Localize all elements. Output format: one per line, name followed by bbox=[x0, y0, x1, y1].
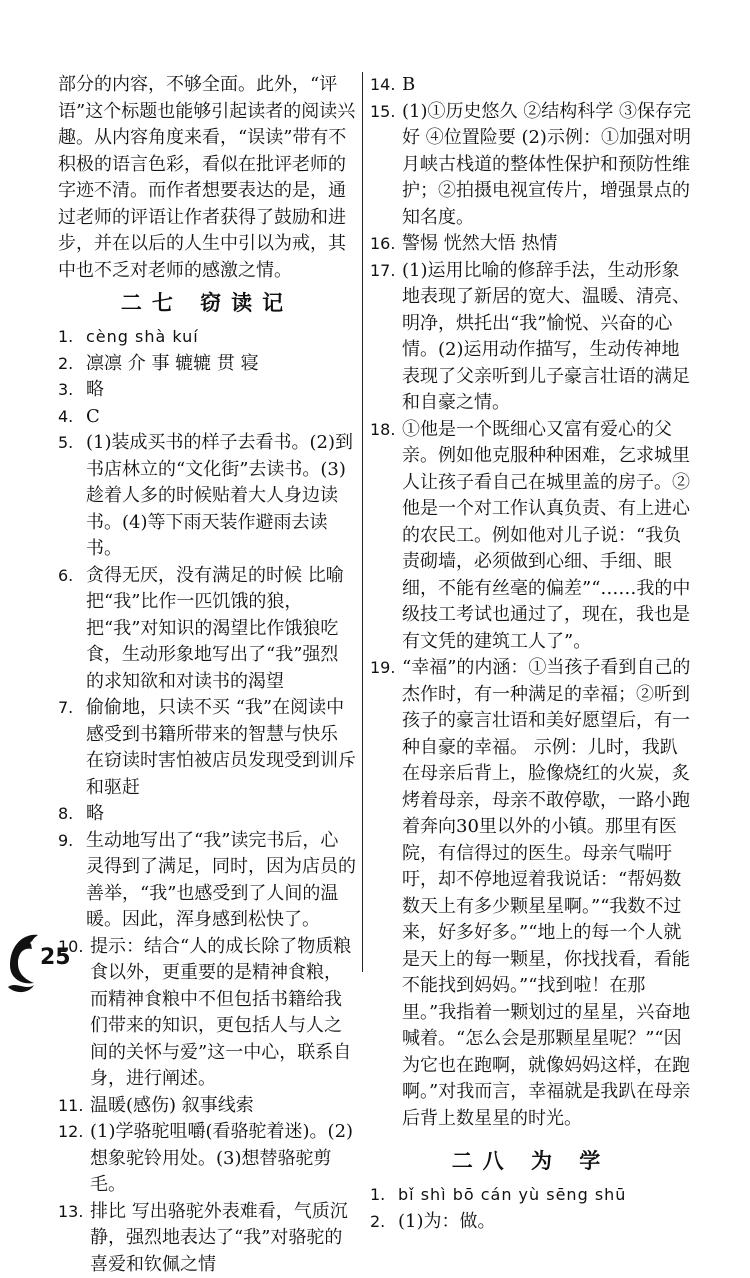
page-number: 25 bbox=[40, 945, 71, 970]
answer-item: 16. 警惕 恍然大悟 热情 bbox=[370, 231, 692, 258]
answer-item: 2. (1)为：做。 bbox=[370, 1209, 692, 1236]
answer-item: 7. 偷偷地，只读不买 “我”在阅读中感受到书籍所带来的智慧与快乐 在窃读时害怕被店员发现受到训斥和驱赶 bbox=[58, 695, 356, 801]
answer-item: 14. B bbox=[370, 72, 692, 99]
answer-item: 5. (1)装成买书的样子去看书。(2)到书店林立的“文化街”去读书。(3)趁着人多的时候贴着大人身边读书。(4)等下雨天装作避雨去读书。 bbox=[58, 430, 356, 563]
answer-item: 2. 凛凛 介 事 辘辘 贯 寝 bbox=[58, 351, 356, 378]
answer-item: 15. (1)①历史悠久 ②结构科学 ③保存完好 ④位置险要 (2)示例：①加强对明月峡古栈道的整体性保护和预防性维护；②拍摄电视宣传片，增强景点的知名度。 bbox=[370, 99, 692, 232]
answer-item: 19. “幸福”的内涵：①当孩子看到自己的杰作时，有一种满足的幸福；②听到孩子的豪言壮语和美好愿望后，有一种自豪的幸福。 示例：儿时，我趴在母亲后背上，脸像烧红的火炭，炙烤着母亲，母亲不敢停歇，一路小跑着奔向30里以外的小镇。那里有医院，有信得过的医生。母亲气喘吁吁，却不停地逗着我说话：“帮妈数数天上有多少颗星星啊。”“我数不过来，好多好多。”“地上的每一个人就是天上的每一颗星，你找找看，看能不能找到妈妈。”“找到啦！在那里。”我指着一颗划过的星星，兴奋地喊着。“怎么会是那颗星星呢？”“因为它也在跑啊，就像妈妈这样，在跑啊。”对我而言，幸福就是我趴在母亲后背上数星星的时光。 bbox=[370, 655, 692, 1132]
answer-item: 17. (1)运用比喻的修辞手法，生动形象地表现了新居的宽大、温暖、清亮、明净，烘托出“我”愉悦、兴奋的心情。(2)运用动作描写，生动传神地表现了父亲听到儿子豪言壮语的满足和自豪之情。 bbox=[370, 258, 692, 417]
column-divider bbox=[362, 72, 363, 972]
answer-item: 18. ①他是一个既细心又富有爱心的父亲。例如他克服种种困难，乞求城里人让孩子看自己在城里盖的房子。②他是一个对工作认真负责、有上进心的农民工。例如他对儿子说：“我负责砌墙，必须做到心细、手细、眼细，不能有丝毫的偏差”“……我的中级技工考试也通过了，现在，我也是有文凭的建筑工人了”。 bbox=[370, 417, 692, 656]
right-column bbox=[370, 72, 692, 1235]
answer-item: 6. 贪得无厌，没有满足的时候 比喻 把“我”比作一匹饥饿的狼，把“我”对知识的渴望比作饿狼吃食，生动形象地写出了“我”强烈的求知欲和对读书的渴望 bbox=[58, 563, 356, 696]
answer-item: 3. 略 bbox=[58, 377, 356, 404]
answer-item: 4. C bbox=[58, 404, 356, 431]
intro-paragraph: 部分的内容，不够全面。此外，“评语”这个标题也能够引起读者的阅读兴趣。从内容角度来看，“误读”带有不积极的语言色彩，看似在批评老师的字迹不清。而作者想要表达的是，通过老师的评语让作者获得了鼓励和进步，并在以后的人生中引以为戒，其中也不乏对老师的感激之情。 bbox=[58, 72, 356, 284]
answer-item: 1. bǐ shì bō cán yù sēng shū bbox=[370, 1182, 692, 1209]
section-title-27: 二七 窃读记 bbox=[58, 288, 356, 318]
answer-item: 8. 略 bbox=[58, 801, 356, 828]
answer-item: 11. 温暖(感伤) 叙事线索 bbox=[58, 1093, 356, 1120]
answer-item: 10. 提示：结合“人的成长除了物质粮食以外，更重要的是精神食粮，而精神食粮中不但包括书籍给我们带来的知识，更包括人与人之间的关怀与爱”这一中心，联系自身，进行阐述。 bbox=[58, 934, 356, 1093]
answer-item: 9. 生动地写出了“我”读完书后，心灵得到了满足，同时，因为店员的善举，“我”也感受到了人间的温暖。因此，浑身感到松快了。 bbox=[58, 828, 356, 934]
section-title-28: 二八 为 学 bbox=[370, 1146, 692, 1176]
answer-item: 1. cèng shà kuí bbox=[58, 324, 356, 351]
left-column bbox=[58, 72, 356, 1278]
answer-item: 12. (1)学骆驼咀嚼(看骆驼着迷)。(2)想象驼铃用处。(3)想替骆驼剪毛。 bbox=[58, 1119, 356, 1199]
answer-item: 13. 排比 写出骆驼外表难看，气质沉静，强烈地表达了“我”对骆驼的喜爱和钦佩之情 bbox=[58, 1199, 356, 1278]
